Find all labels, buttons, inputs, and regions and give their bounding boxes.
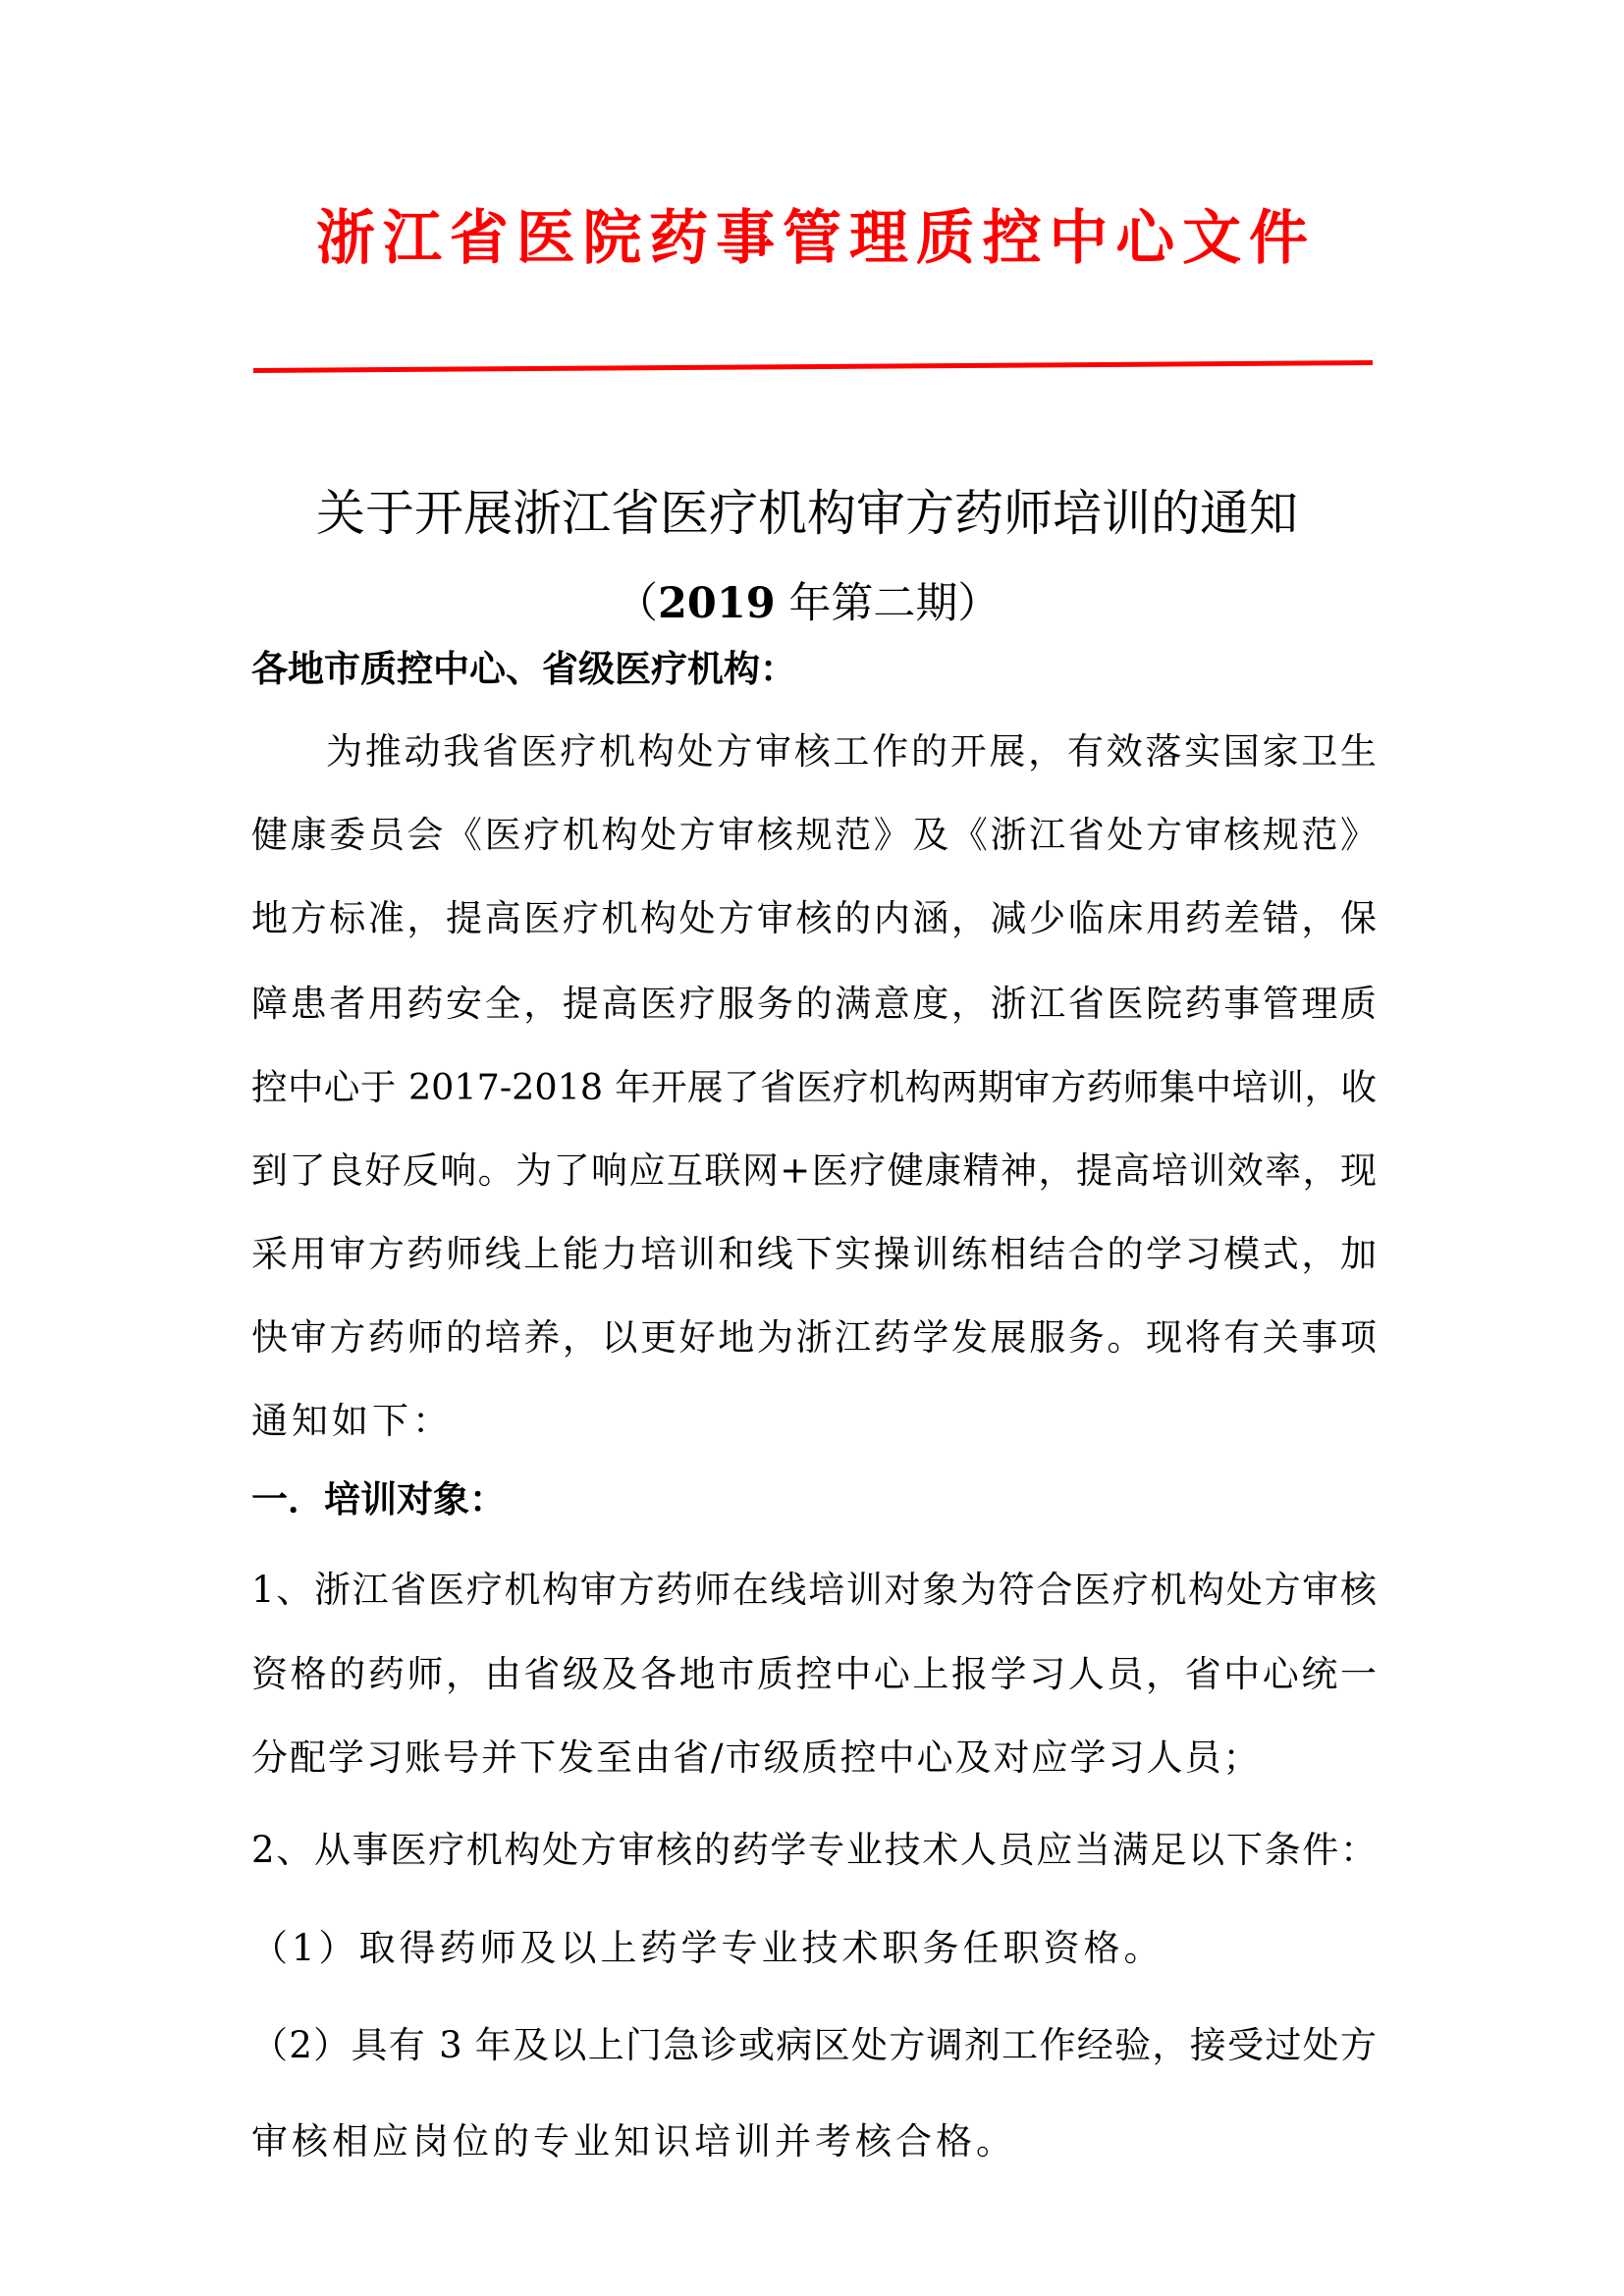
list-item-line: 1、浙江省医疗机构审方药师在线培训对象为符合医疗机构处方审核 xyxy=(251,1569,1377,1611)
issue-open-paren: （ xyxy=(616,579,658,628)
condition-line: （2）具有 3 年及以上门急诊或病区处方调剂工作经验，接受过处方 xyxy=(251,2024,1377,2066)
condition-line: 审核相应岗位的专业知识培训并考核合格。 xyxy=(251,2120,1016,2163)
list-item-line: 2、从事医疗机构处方审核的药学专业技术人员应当满足以下条件： xyxy=(251,1829,1377,1871)
issue-year: 2019 xyxy=(658,579,776,628)
paragraph-line: 健康委员会《医疗机构处方审核规范》及《浙江省处方审核规范》 xyxy=(251,814,1377,856)
notice-issue xyxy=(616,571,999,636)
list-item-line: 分配学习账号并下发至由省/市级质控中心及对应学习人员； xyxy=(251,1736,1262,1779)
list-item-line: 资格的药师，由省级及各地市质控中心上报学习人员，省中心统一 xyxy=(251,1653,1377,1695)
issuer-header-title: 浙江省医院药事管理质控中心文件 xyxy=(316,204,1308,273)
section-heading: 一．培训对象： xyxy=(251,1478,506,1521)
paragraph-line: 障患者用药安全，提高医疗服务的满意度，浙江省医院药事管理质 xyxy=(251,983,1377,1025)
paragraph-line: 快审方药师的培养，以更好地为浙江药学发展服务。现将有关事项 xyxy=(251,1316,1377,1359)
paragraph-line: 为推动我省医疗机构处方审核工作的开展，有效落实国家卫生 xyxy=(326,730,1377,773)
issue-label: 年第二期） xyxy=(775,579,1001,628)
condition-line: （1）取得药师及以上药学专业技术职务任职资格。 xyxy=(251,1927,1164,1969)
paragraph-line: 采用审方药师线上能力培训和线下实操训练相结合的学习模式，加 xyxy=(251,1233,1377,1275)
salutation: 各地市质控中心、省级医疗机构： xyxy=(251,648,796,690)
paragraph-line: 到了良好反响。为了响应互联网+医疗健康精神，提高培训效率，现 xyxy=(251,1149,1377,1192)
notice-title: 关于开展浙江省医疗机构审方药师培训的通知 xyxy=(316,485,1298,542)
paragraph-line: 通知如下： xyxy=(251,1400,453,1442)
red-header-rule xyxy=(253,360,1373,373)
paragraph-line: 地方标准，提高医疗机构处方审核的内涵，减少临床用药差错，保 xyxy=(251,897,1377,939)
paragraph-line: 控中心于 2017-2018 年开展了省医疗机构两期审方药师集中培训，收 xyxy=(251,1066,1377,1108)
